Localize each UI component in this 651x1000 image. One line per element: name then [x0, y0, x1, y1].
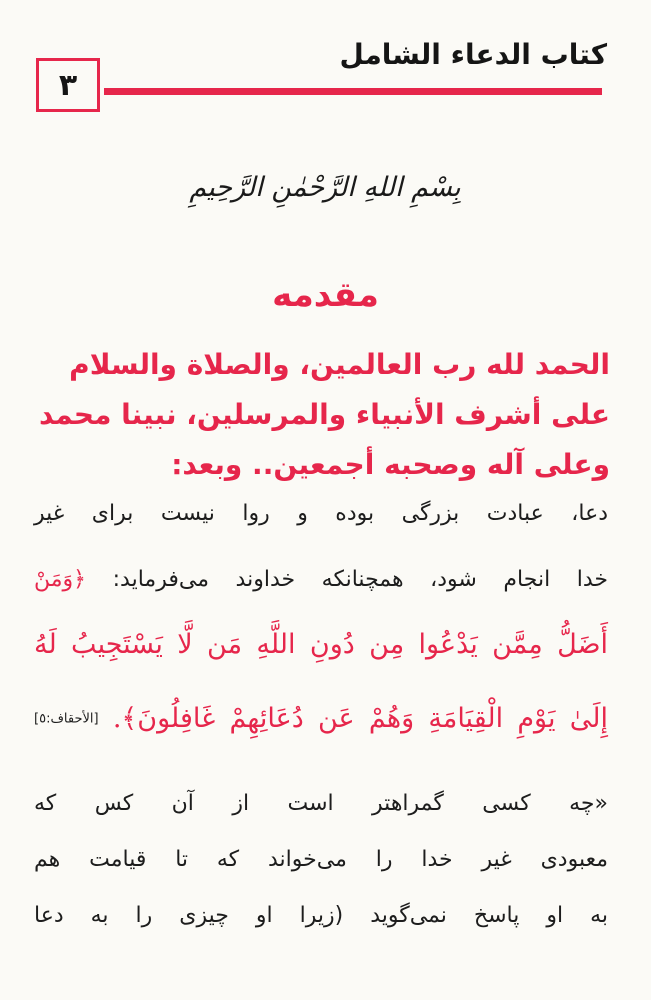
header-rule	[104, 88, 602, 95]
quran-line	[34, 694, 608, 745]
quran-quote-open: ﴿وَمَنْ	[34, 567, 87, 592]
book-title: كتاب الدعاء الشامل	[339, 38, 607, 71]
quran-reference: [الأحقاف:٥]	[34, 711, 99, 727]
body-line: معبودی غیر خدا را می‌خواند که تا قیامت هم	[34, 847, 608, 872]
body-line: «چه کسی گمراهتر است از آن کس که	[34, 791, 608, 816]
quran-text: إِلَىٰ يَوْمِ الْقِيَامَةِ وَهُمْ عَن دُعَائِهِمْ غَافِلُونَ﴾.	[112, 703, 608, 734]
page-number: ٣	[58, 67, 78, 103]
opening-line: وعلى آله وصحبه أجمعين.. وبعد:	[171, 448, 610, 481]
opening-line: على أشرف الأنبياء والمرسلين، نبينا محمد	[38, 398, 610, 431]
section-heading: مقدمه	[272, 275, 379, 315]
body-line: دعا، عبادت بزرگی بوده و روا نیست برای غیر	[34, 501, 608, 526]
quran-line: أَضَلُّ مِمَّن يَدْعُوا مِن دُونِ اللَّهِ مَن لَّا يَسْتَجِيبُ لَهُ	[34, 629, 608, 660]
page-number-box	[36, 58, 100, 112]
opening-line: الحمد لله رب العالمين، والصلاة والسلام	[69, 348, 610, 381]
body-line	[34, 562, 608, 598]
body-line: به او پاسخ نمی‌گوید (زیرا او چیزی را به دعا	[34, 903, 608, 928]
opening-paragraph	[34, 340, 610, 490]
body-line-text: خدا انجام شود، همچنانکه خداوند می‌فرماید:	[112, 567, 609, 592]
basmala: بِسْمِ اللهِ الرَّحْمٰنِ الرَّحِيمِ	[189, 172, 461, 203]
